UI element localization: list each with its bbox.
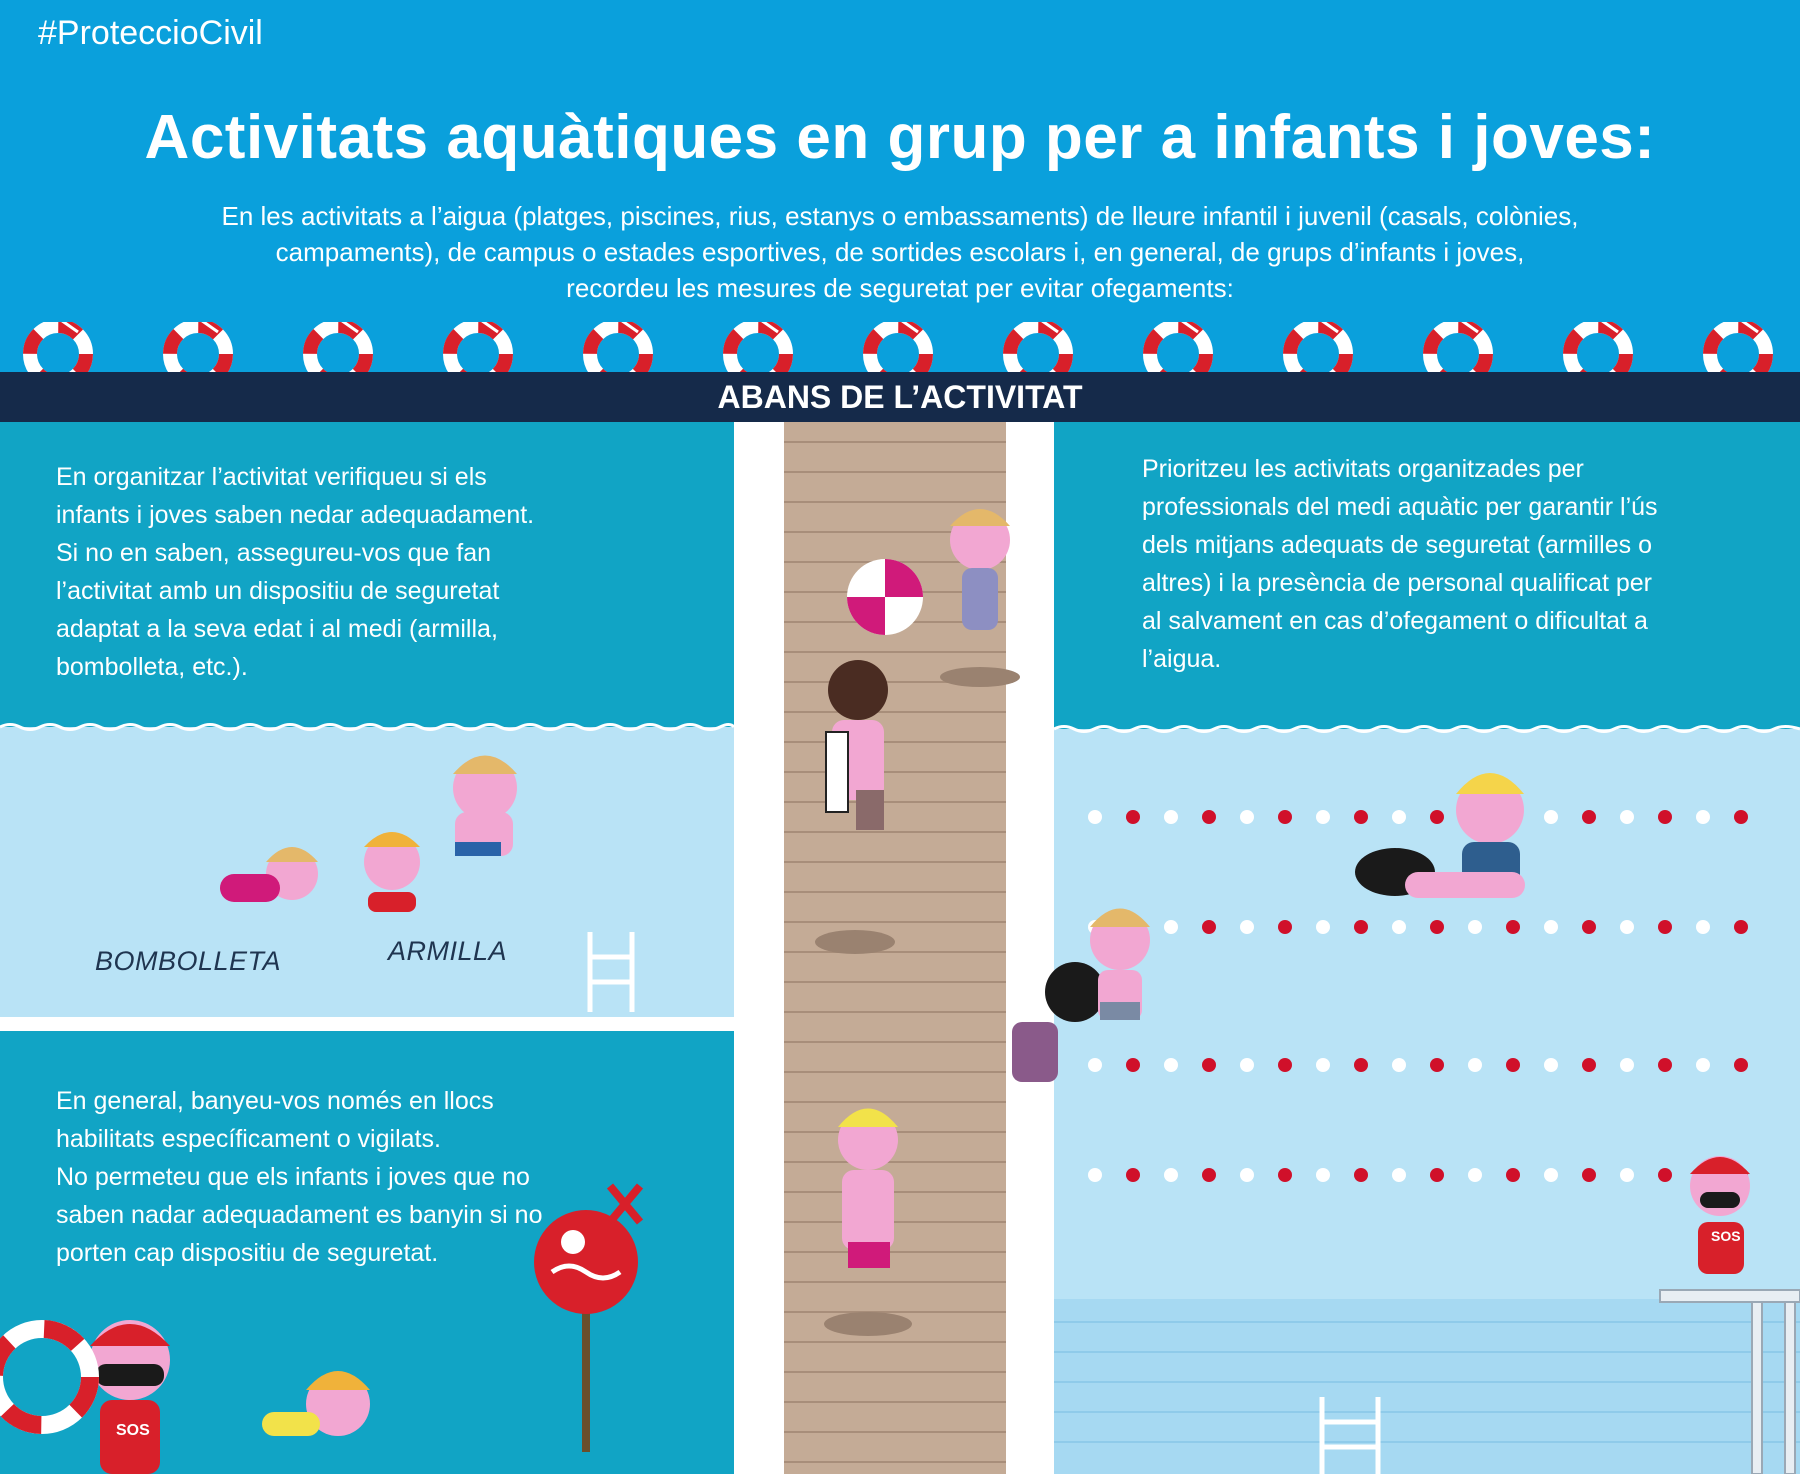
text-line: altres) i la presència de personal qualificat per <box>1142 569 1652 597</box>
text-line: professionals del medi aquàtic per garantir l’ús <box>1142 493 1658 521</box>
sos-label: SOS <box>1711 1228 1741 1244</box>
text-line: Prioritzeu les activitats organitzades per <box>1142 455 1584 483</box>
text-line: habilitats específicament o vigilats. <box>56 1125 441 1153</box>
lifebuoy-icon <box>730 322 786 374</box>
lifebuoy-icon <box>1570 322 1626 374</box>
lifebuoy-icon <box>1710 322 1766 374</box>
sos-label: SOS <box>116 1422 150 1439</box>
lifebuoy-icon <box>170 322 226 374</box>
text-line: l’activitat amb un dispositiu de seguretat <box>56 577 500 605</box>
text-line: al salvament en cas d’ofegament o dificultat a <box>1142 607 1648 635</box>
lane-rope <box>1088 810 1748 824</box>
swimmer-icon <box>1355 773 1525 898</box>
lifebuoy-icon <box>310 322 366 374</box>
text-line: No permeteu que els infants i joves que no <box>56 1163 530 1191</box>
section-title: ABANS DE L’ACTIVITAT <box>0 372 1800 422</box>
swimmer-icon <box>262 1371 370 1436</box>
lifebuoy-icon <box>30 322 86 374</box>
text-line: porten cap dispositiu de seguretat. <box>56 1239 439 1267</box>
text-line: infants i joves saben nedar adequadament. <box>56 501 535 529</box>
text-line: l’aigua. <box>1142 645 1222 673</box>
beach-ball-icon <box>847 559 923 635</box>
child-figure <box>815 660 895 954</box>
lifeguard-icon <box>1690 1156 1750 1274</box>
label-bombolleta: BOMBOLLETA <box>95 946 282 976</box>
lane-rope <box>1088 1058 1748 1072</box>
text-line: adaptat a la seva edat i al medi (armilla, <box>56 615 498 643</box>
intro-text <box>60 198 1740 306</box>
lifebuoy-icon <box>450 322 506 374</box>
text-line: saben nadar adequadament es banyin si no <box>56 1201 543 1229</box>
panel-text-top-left <box>56 458 656 686</box>
lifebuoy-icon <box>1290 322 1346 374</box>
text-line: En general, banyeu-vos només en llocs <box>56 1087 494 1115</box>
intro-line: En les activitats a l’aigua (platges, piscines, rius, estanys o embassaments) de lleure infantil i juvenil (casals, colònies, <box>221 201 1579 231</box>
text-line: En organitzar l’activitat verifiqueu si els <box>56 463 487 491</box>
pool-tiles <box>1054 1322 1800 1442</box>
panel-text-bottom-left <box>56 1082 676 1272</box>
text-line: dels mitjans adequats de seguretat (armilles o <box>1142 531 1652 559</box>
pool-ladder-icon <box>590 932 632 1012</box>
lifebuoy-row <box>0 322 1800 374</box>
page-title: Activitats aquàtiques en grup per a infants i joves: <box>144 103 1656 172</box>
lane-rope <box>1088 1168 1748 1182</box>
label-armilla: ARMILLA <box>388 936 508 966</box>
pool-ladder-icon <box>1322 1397 1378 1474</box>
lifeguard-icon <box>90 1320 170 1474</box>
panel-text-top-right <box>1142 450 1762 678</box>
intro-line: campaments), de campus o estades esportives, de sortides escolars i, en general, de grups d’infants i joves, <box>275 237 1525 267</box>
swimmer-icon <box>220 756 517 913</box>
child-figure <box>1090 909 1150 1021</box>
hashtag: #ProteccioCivil <box>38 14 263 52</box>
child-figure <box>940 509 1020 687</box>
intro-line: recordeu les mesures de seguretat per evitar ofegaments: <box>566 273 1234 303</box>
text-line: bombolleta, etc.). <box>56 653 248 681</box>
text-line: Si no en saben, assegureu-vos que fan <box>56 539 492 567</box>
lifebuoy-icon <box>870 322 926 374</box>
lane-rope <box>1088 920 1748 934</box>
lifebuoy-icon <box>1010 322 1066 374</box>
lifebuoy-icon <box>590 322 646 374</box>
lifebuoy-icon <box>1150 322 1206 374</box>
header-banner <box>0 0 1800 372</box>
lifebuoy-icon <box>1430 322 1486 374</box>
lifebuoy-icon <box>0 1329 90 1425</box>
